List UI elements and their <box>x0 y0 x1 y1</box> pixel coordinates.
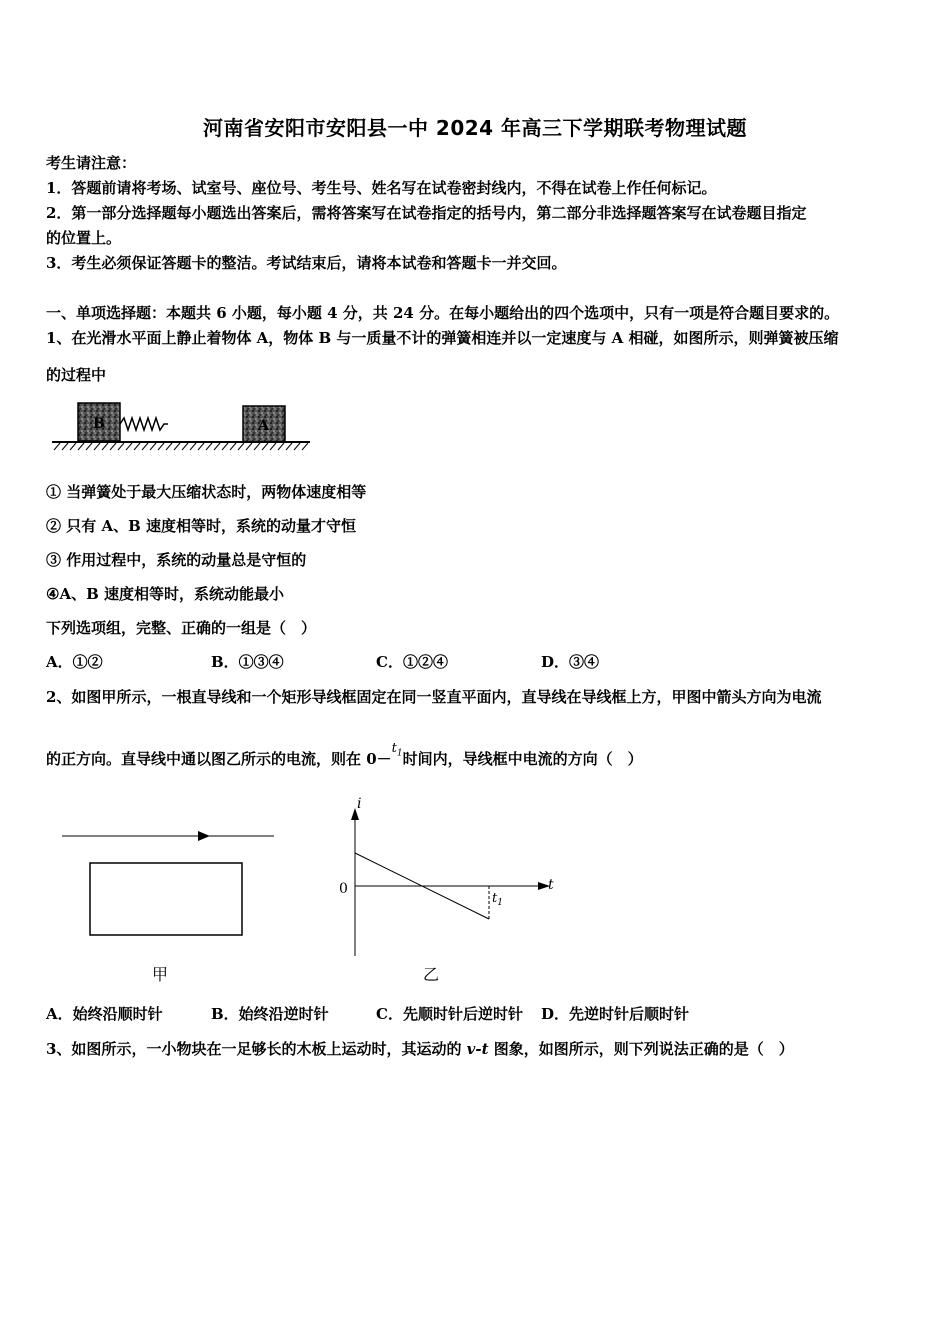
q1-option-b[interactable]: B．①③④ <box>211 653 284 671</box>
block-b-label: B <box>93 416 105 432</box>
q1-stem-line2: 的过程中 <box>46 366 107 384</box>
block-a-label: A <box>258 418 269 434</box>
q2-stem-part-a: 的正方向。直导线中通以图乙所示的电流，则在 0－ <box>46 750 392 768</box>
t1-label: $t_1$ <box>492 891 503 908</box>
q2-stem-line2 <box>46 741 916 771</box>
rectangular-loop <box>90 863 242 935</box>
q3-vt: v-t <box>466 1040 489 1058</box>
fig-jia-label: 甲 <box>152 965 169 984</box>
q2-figure-jia <box>58 824 280 986</box>
q1-figure <box>48 398 318 454</box>
t-axis-label: t <box>548 877 554 893</box>
origin-label: 0 <box>339 881 348 897</box>
q2-option-c[interactable]: C．先顺时针后逆时针 <box>376 1005 523 1023</box>
q1-option-d[interactable]: D．③④ <box>541 653 600 671</box>
q2-figure-yi <box>330 796 562 986</box>
q1-statement-1: ① 当弹簧处于最大压缩状态时，两物体速度相等 <box>46 483 367 501</box>
notice-item-2: 2．第一部分选择题每小题选出答案后，需将答案写在试卷指定的括号内，第二部分非选择题答案写在试卷题目指定 <box>46 204 807 222</box>
q3-stem: 3、如图所示，一小物块在一足够长的木板上运动时，其运动的 v-t 图象，如图所示，则下列说法正确的是（ ） <box>46 1040 794 1058</box>
q1-statement-3: ③ 作用过程中，系统的动量总是守恒的 <box>46 551 307 569</box>
exam-title: 河南省安阳市安阳县一中 2024 年高三下学期联考物理试题 <box>202 116 748 140</box>
q1-option-a[interactable]: A．①② <box>46 653 103 671</box>
q1-option-c[interactable]: C．①②④ <box>376 653 448 671</box>
notice-item-3: 3．考生必须保证答题卡的整洁。考试结束后，请将本试卷和答题卡一并交回。 <box>46 254 567 272</box>
current-arrow <box>198 831 210 841</box>
i-axis-label: i <box>357 796 362 812</box>
q1-statement-2: ② 只有 A、B 速度相等时，系统的动量才守恒 <box>46 517 356 535</box>
q2-option-b[interactable]: B．始终沿逆时针 <box>211 1005 329 1023</box>
spring <box>120 418 168 430</box>
notice-heading: 考生请注意： <box>46 154 137 172</box>
fig-yi-label: 乙 <box>423 965 440 984</box>
q1-prompt: 下列选项组，完整、正确的一组是（ ） <box>46 619 317 637</box>
notice-item-1: 1．答题前请将考场、试室号、座位号、考生号、姓名写在试卷密封线内，不得在试卷上作任何标记。 <box>46 179 717 197</box>
ground-hatch <box>54 443 308 450</box>
notice-item-2-cont: 的位置上。 <box>46 229 122 247</box>
q2-option-a[interactable]: A．始终沿顺时针 <box>46 1005 163 1023</box>
q1-stem-line1: 1、在光滑水平面上静止着物体 A，物体 B 与一质量不计的弹簧相连并以一定速度与 A 相碰，如图所示，则弹簧被压缩 <box>46 329 839 347</box>
q1-statement-4: ④A、B 速度相等时，系统动能最小 <box>46 585 284 603</box>
q2-stem-line1: 2、如图甲所示，一根直导线和一个矩形导线框固定在同一竖直平面内，直导线在导线框上方，甲图中箭头方向为电流 <box>46 688 822 706</box>
q2-stem-t1: $t_1$ <box>391 741 403 759</box>
q2-option-d[interactable]: D．先逆时针后顺时针 <box>541 1005 690 1023</box>
q2-stem-part-b: 时间内，导线框中电流的方向（ ） <box>402 750 643 768</box>
section-heading: 一、单项选择题：本题共 6 小题，每小题 4 分，共 24 分。在每小题给出的四个选项中，只有一项是符合题目要求的。 <box>46 304 840 322</box>
